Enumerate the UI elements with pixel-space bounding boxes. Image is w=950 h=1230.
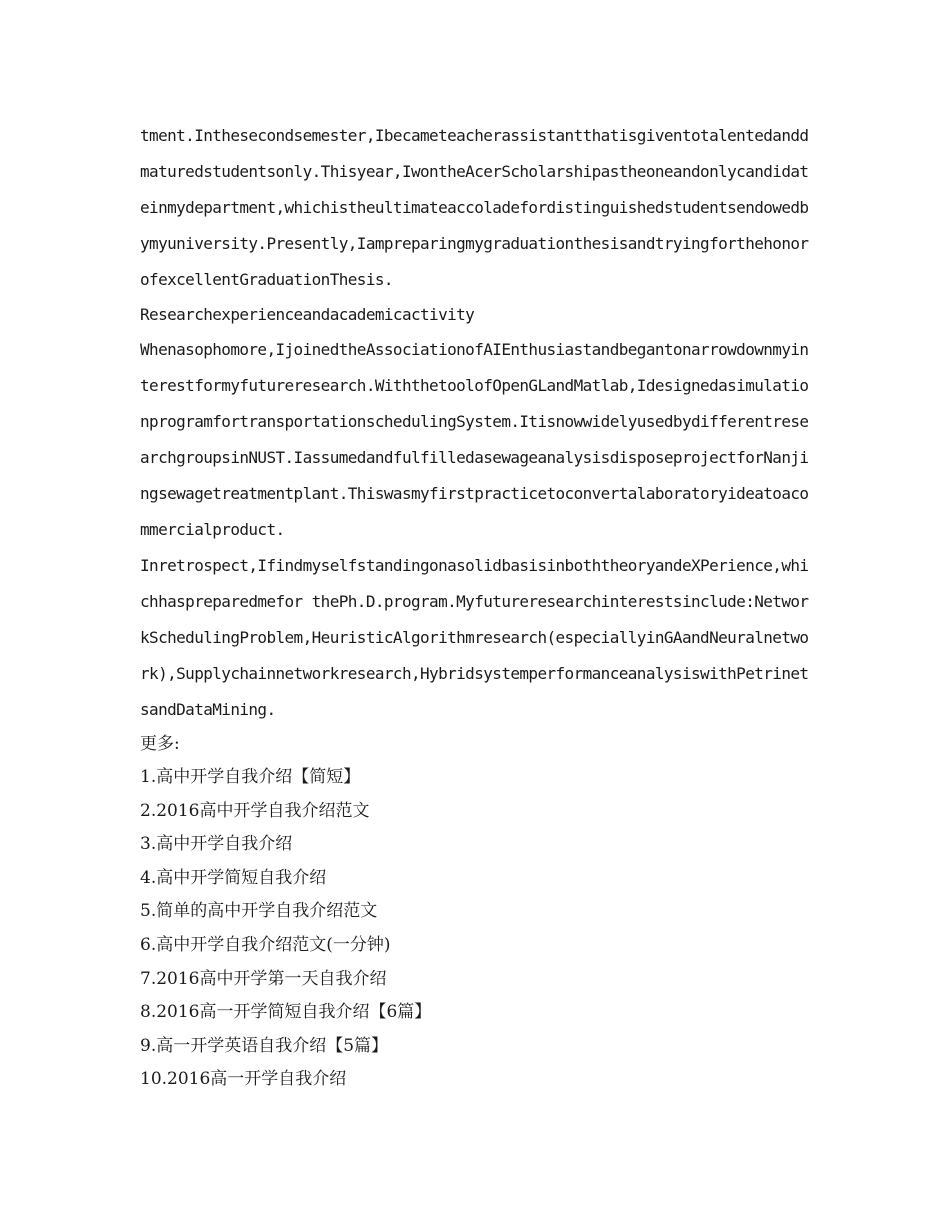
related-link-7[interactable]: 7.2016高中开学第一天自我介绍 bbox=[140, 968, 387, 989]
related-link-5[interactable]: 5.简单的高中开学自我介绍范文 bbox=[140, 901, 378, 922]
related-link-2[interactable]: 2.2016高中开学自我介绍范文 bbox=[140, 800, 370, 821]
section-heading-research: Researchexperienceandacademicactivity bbox=[140, 305, 475, 324]
document-body bbox=[140, 118, 812, 1097]
paragraph-retrospect: Inretrospect,IfindmyselfstandingonasolidbasisinboththeoryandeXPerience,whichhaspreparedmefor thePh.D.program.Myfutureresearchinterestsinclude:NetworkSchedulingProblem,HeuristicAlgorithmresearch(especiallyinGAandNeuralnetwork),Supplychainnetworkresearch,HybridsystemperformanceanalysiswithPetrinetsandDataMining. bbox=[140, 556, 809, 719]
more-label: 更多: bbox=[140, 734, 180, 754]
paragraph-research-experience: Whenasophomore,IjoinedtheAssociationofAIEnthusiastandbegantonarrowdownmyinterestformyfutureresearch.WiththetoolofOpenGLandMatlab,IdesignedasimulationprogramfortransportationschedulingSystem.ItisnowwidelyusedbydifferentresearchgroupsinNUST.IassumedandfulfilledasewageanalysisdisposeprojectforNanjingsewagetreatmentplant.Thiswasmyfirstpracticetoconvertalaboratoryideatoacommercialproduct. bbox=[140, 340, 809, 539]
related-link-1[interactable]: 1.高中开学自我介绍【简短】 bbox=[140, 767, 361, 787]
paragraph-academic-record: tment.Inthesecondsemester,Ibecameteacherassistantthatisgiventotalentedanddmaturedstudentsonly.Thisyear,IwontheAcerScholarshipastheoneandonlycandidateinmydepartment,whichistheultimateaccoladefordistinguishedstudentsendowedbymyuniversity.Presently,IampreparingmygraduationthesisandtryingforthehonorofexcellentGraduationThesis. bbox=[140, 126, 809, 289]
related-link-6[interactable]: 6.高中开学自我介绍范文(一分钟) bbox=[140, 934, 391, 955]
related-link-4[interactable]: 4.高中开学简短自我介绍 bbox=[140, 867, 327, 888]
related-link-9[interactable]: 9.高一开学英语自我介绍【5篇】 bbox=[140, 1035, 389, 1056]
related-links-list bbox=[140, 761, 812, 1097]
related-link-10[interactable]: 10.2016高一开学自我介绍 bbox=[140, 1069, 347, 1090]
related-link-3[interactable]: 3.高中开学自我介绍 bbox=[140, 834, 293, 855]
related-link-8[interactable]: 8.2016高一开学简短自我介绍【6篇】 bbox=[140, 1002, 432, 1023]
